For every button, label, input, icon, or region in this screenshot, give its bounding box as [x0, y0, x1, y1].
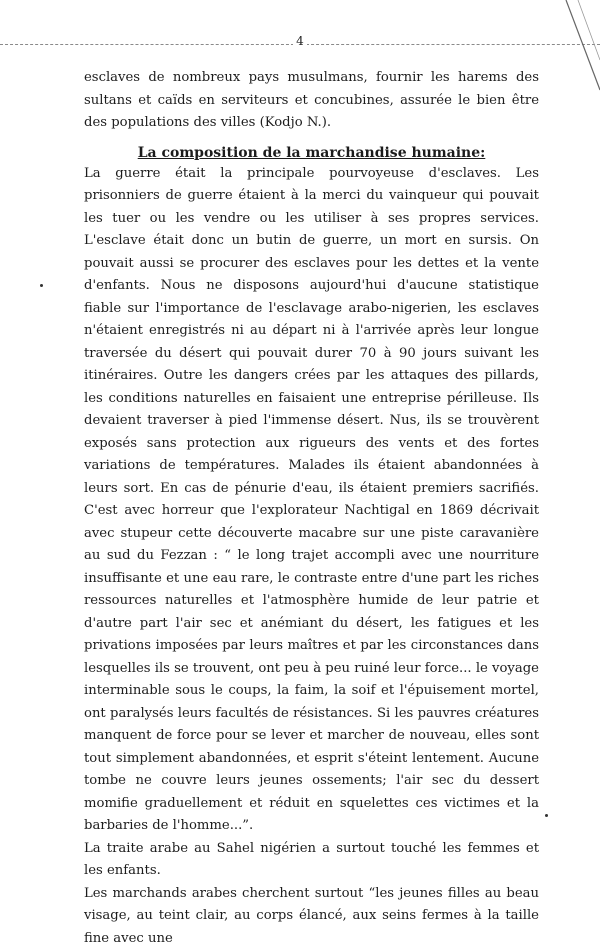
document-body [84, 67, 539, 950]
scan-speck [545, 814, 548, 817]
main-paragraph: La guerre était la principale pourvoyeuse d'esclaves. Les prisonniers de guerre étaient à la merci du vainqueur qui pouvait les tuer ou les vendre ou les utiliser à ses propres services. L'esclave était donc un butin de guerre, un mort en sursis. On pouvait aussi se procurer des esclaves pour les dettes et la vente d'enfants. Nous ne disposons aujourd'hui d'aucune statistique fiable sur l'importance de l'esclavage arabo-nigerien, les esclaves n'étaient enregistrés ni au départ ni à l'arrivée après leur longue traversée du désert qui pouvait durer 70 à 90 jours suivant les itinéraires. Outre les dangers crées par les attaques des pillards, les conditions naturelles en faisaient une entreprise périlleuse. Ils devaient traverser à pied l'immense désert. Nus, ils se trouvèrent exposés sans protection aux rigueurs des vents et des fortes variations de températures. Malades ils étaient abandonnées à leurs sort. En cas de pénurie d'eau, ils étaient premiers sacrifiés. C'est avec horreur que l'explorateur Nachtigal en 1869 décrivait avec stupeur cette découverte macabre sur une piste caravanière au sud du Fezzan : “ le long trajet accompli avec une nourriture insuffisante et une eau rare, le contraste entre d'une part les riches ressources naturelles et l'atmosphère humide de leur patrie et d'autre part l'air sec et anémiant du désert, les fatigues et les privations imposées par leurs maîtres et par les circonstances dans lesquelles ils se trouvent, ont peu à peu ruiné leur force... le voyage interminable sous le coups, la faim, la soif et l'épuisement mortel, ont paralysés leurs facultés de résistances. Si les pauvres créatures manquent de force pour se lever et marcher de nouveau, elles sont tout simplement abandonnées, et esprit s'éteint lentement. Aucune tombe ne couvre leurs jeunes ossements; l'air sec du dessert momifie graduellement et réduit en squelettes ces victimes et la barbaries de l'homme...”. [84, 163, 539, 838]
page-number-text: 4 [293, 34, 307, 48]
intro-paragraph: esclaves de nombreux pays musulmans, fournir les harems des sultans et caïds en serviteurs et concubines, assurée le bien être des populations des villes (Kodjo N.). [84, 67, 539, 135]
page-fold-mark [560, 0, 600, 120]
page-number [0, 34, 600, 48]
paragraph-women-children: La traite arabe au Sahel nigérien a surtout touché les femmes et les enfants. [84, 838, 539, 883]
paragraph-merchants: Les marchands arabes cherchent surtout “les jeunes filles au beau visage, au teint clair, au corps élancé, aux seins fermes à la taille fine avec une [84, 883, 539, 950]
scan-speck [40, 284, 43, 287]
section-heading: La composition de la marchandise humaine: [84, 143, 539, 163]
